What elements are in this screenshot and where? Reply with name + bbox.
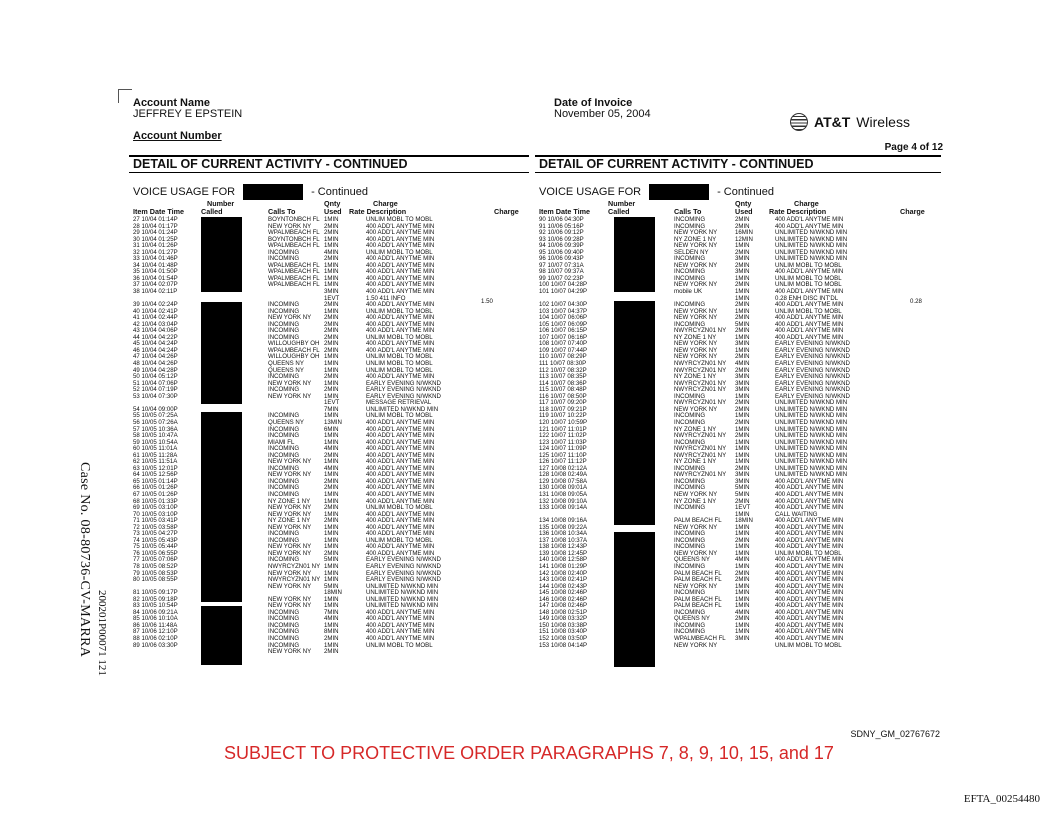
left-rate-description: UNLIM MOBL TO MOBL 400 ADD'L ANYTME MIN 400 ADD'L ANYTME MIN 400 ADD'L ANYTME MIN 400 ADD'L ANYTME MIN UNLIM MOBL TO MOBL 400 ADD'L ANYTME MIN 400 ADD'L ANYTME MIN 400 ADD'L ANYTME MIN 400 ADD'L ANYTME MIN 400 ADD'L ANYTME MIN 400 ADD'L ANYTME MIN 1.50 411 INFO 400 ADD'L ANYTME MIN UNLIM MOBL TO MOBL 400 ADD'L ANYTME MIN 400 ADD'L ANYTME MIN 400 ADD'L ANYTME MIN UNLIM MOBL TO MOBL 400 ADD'L ANYTME MIN 400 ADD'L ANYTME MIN UNLIM MOBL TO MOBL UNLIM MOBL TO MOBL UNLIM MOBL TO MOBL 400 ADD'L ANYTME MIN EARLY EVENING N/WKND EARLY EVENING N/WKND EARLY EVENING N/WKND MESSAGE RETRIEVAL UNLIMITED N/WKND MIN UNLIM MOBL TO MOBL 400 ADD'L ANYTME MIN 400 ADD'L ANYTME MIN 400 ADD'L ANYTME MIN 400 ADD'L ANYTME MIN 400 ADD'L ANYTME MIN 400 ADD'L ANYTME MIN 400 ADD'L ANYTME MIN 400 ADD'L ANYTME MIN 400 ADD'L ANYTME MIN 400 ADD'L ANYTME MIN 400 ADD'L ANYTME MIN 400 ADD'L ANYTME MIN 400 ADD'L ANYTME MIN UNLIM MOBL TO MOBL 400 ADD'L ANYTME MIN 400 ADD'L ANYTME MIN 400 ADD'L ANYTME MIN 400 ADD'L ANYTME MIN UNLIM MOBL TO MOBL 400 ADD'L ANYTME MIN 400 ADD'L ANYTME MIN EARLY EVENING N/WKND EARLY EVENING N/WKND EARLY EVENING N/WKND EARLY EVENING N/WKND UNLIMITED N/WKND MIN UNLIMITED N/WKND MIN UNLIMITED N/WKND MIN UNLIMITED N/WKND MIN 400 ADD'L ANYTME MIN 400 ADD'L ANYTME MIN 400 ADD'L ANYTME MIN 400 ADD'L ANYTME MIN 400 ADD'L ANYTME MIN UNLIM MOBL TO MOBL <box>366 216 441 649</box>
right-voice-usage <box>539 184 774 200</box>
right-calls-to: INCOMING INCOMING NEW YORK NY NY ZONE 1 NY NEW YORK NY SELDEN NY INCOMING NEW YORK NY INCOMING INCOMING NEW YORK NY mobile UK INCOMING NEW YORK NY NEW YORK NY INCOMING NWYRCYZN01 NY NY ZONE 1 NY NEW YORK NY NEW YORK NY NEW YORK NY NWYRCYZN01 NY NWYRCYZN01 NY NY ZONE 1 NY NWYRCYZN01 NY NWYRCYZN01 NY INCOMING NWYRCYZN01 NY NEW YORK NY INCOMING INCOMING NY ZONE 1 NY NWYRCYZN01 NY INCOMING NWYRCYZN01 NY NWYRCYZN01 NY NY ZONE 1 NY INCOMING NWYRCYZN01 NY INCOMING INCOMING NEW YORK NY NY ZONE 1 NY INCOMING PALM BEACH FL NEW YORK NY INCOMING INCOMING INCOMING NEW YORK NY QUEENS NY INCOMING PALM BEACH FL PALM BEACH FL NEW YORK NY INCOMING PALM BEACH FL PALM BEACH FL INCOMING QUEENS NY INCOMING INCOMING WPALMBEACH FL NEW YORK NY <box>674 216 727 649</box>
invoice-date-label: Date of Invoice <box>554 97 633 109</box>
col-used: Used <box>735 207 753 216</box>
redaction-box <box>614 301 655 525</box>
col-rate-description: Rate Description <box>769 207 827 216</box>
col-charge-top: Charge <box>794 199 819 208</box>
case-number-stamp: Case No. 08-80736-CV-MARRA <box>77 462 92 658</box>
redaction-box <box>614 217 655 292</box>
protective-order-notice: SUBJECT TO PROTECTIVE ORDER PARAGRAPHS 7, 8, 9, 10, 15, and 17 <box>224 743 834 763</box>
att-logo <box>790 113 910 131</box>
efta-number: EFTA_00254480 <box>963 793 1040 805</box>
redaction-box <box>649 184 709 200</box>
left-section-title: DETAIL OF CURRENT ACTIVITY - CONTINUED <box>129 155 529 173</box>
voice-usage-continued: - Continued <box>717 186 774 198</box>
col-number: Number <box>207 199 235 208</box>
account-number-label: Account Number <box>133 130 222 142</box>
invoice-date: November 05, 2004 <box>554 108 651 120</box>
brand-name: AT&T <box>814 114 851 130</box>
redaction-box <box>201 302 242 404</box>
col-used: Used <box>324 207 342 216</box>
col-item-date-time: Item Date Time <box>133 207 184 216</box>
left-voice-usage <box>133 184 368 200</box>
redaction-box <box>201 606 242 665</box>
right-charge-value: 0.28 <box>910 298 922 305</box>
redaction-box <box>614 532 655 667</box>
col-calls-to: Calls To <box>674 207 702 216</box>
col-charge: Charge <box>494 207 519 216</box>
col-calls-to: Calls To <box>268 207 296 216</box>
voice-usage-continued: - Continued <box>311 186 368 198</box>
col-number: Number <box>608 199 636 208</box>
voice-usage-label: VOICE USAGE FOR <box>133 186 236 198</box>
right-item-lines: 90 10/06 04:30P 91 10/06 05:16P 92 10/06 09:12P 93 10/06 09:28P 94 10/06 09:39P 95 10/06 09:40P 96 10/06 09:43P 97 10/07 07:31A 98 10/07 09:37A 99 10/07 02:23P 100 10/07 04:28P 101 10/07 04:29P 102 10/07 04:30P 103 10/07 04:37P 104 10/07 06:06P 105 10/07 06:09P 106 10/07 06:15P 107 10/07 06:16P 108 10/07 07:40P 109 10/07 07:44P 110 10/07 08:29P 111 10/07 08:30P 112 10/07 08:32P 113 10/07 08:35P 114 10/07 08:36P 115 10/07 08:48P 116 10/07 08:50P 117 10/07 09:20P 118 10/07 09:21P 119 10/07 10:22P 120 10/07 10:59P 121 10/07 11:01P 122 10/07 11:02P 123 10/07 11:03P 124 10/07 11:09P 125 10/07 11:10P 126 10/07 11:12P 127 10/08 02:12A 128 10/08 02:49A 129 10/08 07:58A 130 10/08 09:01A 131 10/08 09:05A 132 10/08 09:10A 133 10/08 09:14A 134 10/08 09:16A 135 10/08 09:22A 136 10/08 10:34A 137 10/08 10:37A 138 10/08 12:43P 139 10/08 12:45P 140 10/08 12:58P 141 10/08 01:29P 142 10/08 02:40P 143 10/08 02:41P 144 10/08 02:43P 145 10/08 02:46P 146 10/08 02:46P 147 10/08 02:46P 148 10/08 02:51P 149 10/08 03:32P 150 10/08 03:38P 151 10/08 03:40P 152 10/08 03:50P 153 10/08 04:14P <box>539 216 588 649</box>
col-qnty: Qnty <box>324 199 341 208</box>
left-item-lines: 27 10/04 01:14P 28 10/04 01:17P 29 10/04 01:24P 30 10/04 01:25P 31 10/04 01:26P 32 10/04 01:27P 33 10/04 01:46P 34 10/04 01:48P 35 10/04 01:50P 36 10/04 01:54P 37 10/04 02:07P 38 10/04 02:11P 39 10/04 02:24P 40 10/04 02:41P 41 10/04 02:44P 42 10/04 03:04P 43 10/04 04:06P 44 10/04 04:22P 45 10/04 04:24P 46 10/04 04:24P 47 10/04 04:26P 48 10/04 04:26P 49 10/04 04:28P 50 10/04 05:12P 51 10/04 07:06P 52 10/04 07:19P 53 10/04 07:30P 54 10/04 09:00P 55 10/05 07:25A 56 10/05 07:26A 57 10/05 10:36A 58 10/05 10:47A 59 10/05 10:54A 60 10/05 11:01A 61 10/05 11:28A 62 10/05 11:51A 63 10/05 12:01P 64 10/05 12:56P 65 10/05 01:14P 66 10/05 01:26P 67 10/05 01:26P 68 10/05 01:33P 69 10/05 03:10P 70 10/05 03:10P 71 10/05 03:41P 72 10/05 03:58P 73 10/05 04:27P 74 10/05 05:43P 75 10/05 05:44P 76 10/05 06:55P 77 10/05 07:06P 78 10/05 08:52P 79 10/05 08:53P 80 10/05 08:55P 81 10/05 09:17P 82 10/05 09:18P 83 10/05 10:54P 84 10/06 09:21A 85 10/06 10:10A 86 10/06 11:48A 87 10/06 12:10P 88 10/06 02:10P 89 10/06 03:30P <box>133 216 178 649</box>
sdny-bates: SDNY_GM_02767672 <box>850 729 940 739</box>
col-item-date-time: Item Date Time <box>539 207 590 216</box>
col-charge: Charge <box>900 207 925 216</box>
col-charge-top: Charge <box>373 199 398 208</box>
redaction-box <box>201 412 242 602</box>
brand-suffix: Wireless <box>856 114 910 130</box>
globe-icon <box>790 113 808 131</box>
right-qty-used: 2MIN 2MIN 16MIN 12MIN 1MIN 2MIN 3MIN 2MIN 3MIN 1MIN 2MIN 1MIN 1MIN 2MIN 1MIN 2MIN 5MIN 2MIN 1MIN 3MIN 1MIN 2MIN 4MIN 2MIN 3MIN 3MIN 3MIN 1MIN 2MIN 2MIN 1MIN 2MIN 1MIN 2MIN 1MIN 1MIN 1MIN 1MIN 2MIN 3MIN 3MIN 5MIN 5MIN 2MIN 1EVT 1MIN 18MIN 1MIN 1MIN 2MIN 1MIN 1MIN 4MIN 1MIN 2MIN 2MIN 1MIN 1MIN 1MIN 1MIN 4MIN 2MIN 1MIN 1MIN 3MIN <box>735 216 753 642</box>
corner-mark <box>118 89 132 90</box>
right-section-title: DETAIL OF CURRENT ACTIVITY - CONTINUED <box>535 155 941 173</box>
left-charge-value: 1.50 <box>481 298 493 305</box>
col-called: Called <box>608 207 630 216</box>
col-qnty: Qnty <box>735 199 752 208</box>
page-number: Page 4 of 12 <box>884 142 943 153</box>
redaction-box <box>201 217 242 292</box>
redaction-box <box>243 184 303 200</box>
account-name: JEFFREY E EPSTEIN <box>133 108 243 120</box>
left-calls-to: BOYNTONBCH FL NEW YORK NY WPALMBEACH FL BOYNTONBCH FL WPALMBEACH FL INCOMING INCOMING WPALMBEACH FL WPALMBEACH FL WPALMBEACH FL WPALMBEACH FL INCOMING INCOMING NEW YORK NY INCOMING INCOMING INCOMING WILLOUGHBY OH WPALMBEACH FL WILLOUGHBY OH QUEENS NY QUEENS NY INCOMING NEW YORK NY INCOMING NEW YORK NY INCOMING QUEENS NY INCOMING INCOMING MIAMI FL INCOMING INCOMING NEW YORK NY INCOMING NEW YORK NY INCOMING INCOMING INCOMING NY ZONE 1 NY NEW YORK NY NEW YORK NY NY ZONE 1 NY NEW YORK NY INCOMING INCOMING NEW YORK NY NEW YORK NY INCOMING NWYRCYZN01 NY NEW YORK NY NWYRCYZN01 NY NEW YORK NY NEW YORK NY NEW YORK NY INCOMING INCOMING INCOMING INCOMING INCOMING INCOMING NEW YORK NY <box>268 216 321 656</box>
bates-number: 200201P00071 121 <box>96 590 108 676</box>
corner-mark <box>118 89 119 103</box>
col-rate-description: Rate Description <box>349 207 407 216</box>
left-qty-used: 1MIN 2MIN 2MIN 1MIN 1MIN 4MIN 2MIN 1MIN 1MIN 1MIN 1MIN 3MIN 1EVT 2MIN 1MIN 2MIN 2MIN 2MIN 2MIN 2MIN 2MIN 1MIN 1MIN 1MIN 2MIN 1MIN 2MIN 1MIN 1EVT 7MIN 1MIN 13MIN 6MIN 1MIN 1MIN 4MIN 2MIN 1MIN 4MIN 1MIN 2MIN 2MIN 1MIN 1MIN 2MIN 1MIN 2MIN 1MIN 1MIN 1MIN 1MIN 2MIN 5MIN 1MIN 1MIN 1MIN 5MIN 18MIN 1MIN 1MIN 7MIN 4MIN 1MIN 8MIN 2MIN 1MIN 2MIN <box>324 216 342 656</box>
right-rate-description: 400 ADD'L ANYTME MIN 400 ADD'L ANYTME MIN UNLIMITED N/WKND MIN UNLIMITED N/WKND MIN UNLIMITED N/WKND MIN UNLIMITED N/WKND MIN UNLIMITED N/WKND MIN UNLIM MOBL TO MOBL 400 ADD'L ANYTME MIN UNLIM MOBL TO MOBL UNLIM MOBL TO MOBL 400 ADD'L ANYTME MIN 0.28 ENH DISC INT'DL 400 ADD'L ANYTME MIN UNLIM MOBL TO MOBL 400 ADD'L ANYTME MIN 400 ADD'L ANYTME MIN 400 ADD'L ANYTME MIN 400 ADD'L ANYTME MIN EARLY EVENING N/WKND EARLY EVENING N/WKND EARLY EVENING N/WKND EARLY EVENING N/WKND EARLY EVENING N/WKND EARLY EVENING N/WKND EARLY EVENING N/WKND EARLY EVENING N/WKND EARLY EVENING N/WKND UNLIMITED N/WKND MIN UNLIMITED N/WKND MIN UNLIMITED N/WKND MIN UNLIMITED N/WKND MIN UNLIMITED N/WKND MIN UNLIMITED N/WKND MIN UNLIMITED N/WKND MIN UNLIMITED N/WKND MIN UNLIMITED N/WKND MIN UNLIMITED N/WKND MIN UNLIMITED N/WKND MIN UNLIMITED N/WKND MIN 400 ADD'L ANYTME MIN 400 ADD'L ANYTME MIN 400 ADD'L ANYTME MIN 400 ADD'L ANYTME MIN 400 ADD'L ANYTME MIN CALL WAITING 400 ADD'L ANYTME MIN 400 ADD'L ANYTME MIN 400 ADD'L ANYTME MIN 400 ADD'L ANYTME MIN 400 ADD'L ANYTME MIN UNLIM MOBL TO MOBL 400 ADD'L ANYTME MIN 400 ADD'L ANYTME MIN 400 ADD'L ANYTME MIN 400 ADD'L ANYTME MIN 400 ADD'L ANYTME MIN 400 ADD'L ANYTME MIN 400 ADD'L ANYTME MIN 400 ADD'L ANYTME MIN 400 ADD'L ANYTME MIN 400 ADD'L ANYTME MIN 400 ADD'L ANYTME MIN 400 ADD'L ANYTME MIN 400 ADD'L ANYTME MIN UNLIM MOBL TO MOBL <box>775 216 850 649</box>
account-name-label: Account Name <box>133 97 211 109</box>
col-called: Called <box>201 207 223 216</box>
voice-usage-label: VOICE USAGE FOR <box>539 186 642 198</box>
